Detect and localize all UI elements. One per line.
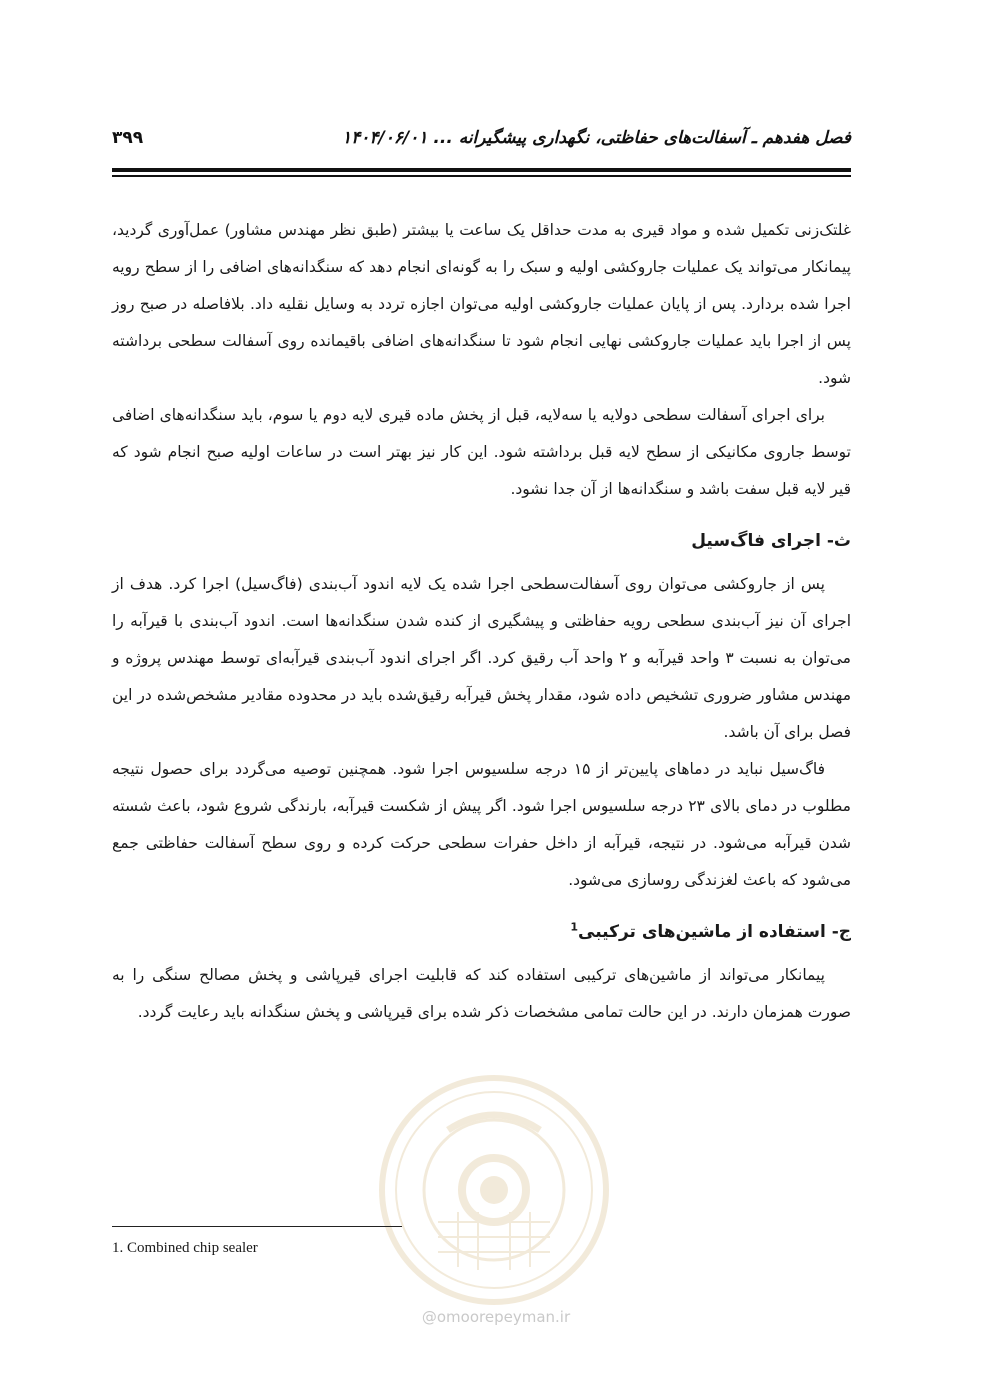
header-rule-thin (112, 175, 851, 177)
watermark-url: @omoorepeyman.ir (421, 1308, 571, 1326)
footnote: 1. Combined chip sealer (112, 1240, 258, 1256)
paragraph: فاگ‌سیل نباید در دماهای پایین‌تر از ۱۵ درجه سلسیوس اجرا شود. همچنین توصیه می‌گردد برای حصول نتیجه مطلوب در دمای بالای ۲۳ درجه سلسیوس اجرا شود. اگر پیش از شکست قیرآبه، بارندگی شروع شود، باعث شسته شدن قیرآبه می‌شود. در نتیجه، قیرآبه از داخل حفرات سطحی حرکت کرده و روی سطح آسفالت حفاظتی جمع می‌شود که باعث لغزندگی روسازی می‌شود. (112, 760, 851, 889)
running-header (112, 128, 851, 160)
footnote-rule (112, 1226, 402, 1227)
paragraph: پیمانکار می‌تواند از ماشین‌های ترکیبی استفاده کند که قابلیت اجرای قیرپاشی و پخش مصالح سنگی را به صورت همزمان دارند. در این حالت تمامی مشخصات ذکر شده برای قیرپاشی و پخش سنگدانه باید رعایت گردد. (112, 966, 851, 1021)
omoorepeyman-logo-icon (378, 1072, 610, 1307)
page-number: ۳۹۹ (112, 128, 144, 148)
section-heading-fog-seal: ث- اجرای فاگ‌سیل (691, 531, 851, 551)
chapter-title: فصل هفدهم ـ آسفالت‌های حفاظتی، نگهداری پیشگیرانه ... ۱۴۰۴/۰۶/۰۱ (342, 128, 851, 148)
footnote-ref: 1 (570, 920, 578, 934)
paragraph: پس از جاروکشی می‌توان روی آسفالت‌سطحی اجرا شده یک لایه اندود آب‌بندی (فاگ‌سیل) اجرا کرد. هدف از اجرای آن نیز آب‌بندی سطحی رویه حفاظتی و پیشگیری از کنده شدن سنگدانه‌ها است. اندود آب‌بندی با قیرآبه را می‌توان به نسبت ۳ واحد قیرآبه و ۲ واحد آب رقیق کرد. اگر اجرای اندود آب‌بندی قیرآبه‌ای توسط مهندس پروژه و مهندس مشاور ضروری تشخیص داده شود، مقدار پخش قیرآبه رقیق‌شده باید در محدوده مقادیر مشخص‌شده در این فصل برای آن باشد. (112, 575, 851, 741)
body-text (112, 212, 851, 1031)
paragraph: برای اجرای آسفالت سطحی دولایه یا سه‌لایه، قبل از پخش ماده قیری لایه دوم یا سوم، باید سنگدانه‌های اضافی توسط جاروی مکانیکی از سطح لایه قبل برداشته شود. این کار نیز بهتر است در ساعات اولیه صبح انجام شود که قیر لایه قبل سفت باشد و سنگدانه‌ها از آن جدا نشود. (112, 406, 851, 498)
header-rule-thick (112, 168, 851, 172)
section-heading-combined-machines: ج- استفاده از ماشین‌های ترکیبی$^1$ (570, 920, 851, 942)
paragraph: غلتک‌زنی تکمیل شده و مواد قیری به مدت حداقل یک ساعت یا بیشتر (طبق نظر مهندس مشاور) عمل‌آوری گردید، پیمانکار می‌تواند یک عملیات جاروکشی اولیه و سبک را به گونه‌ای انجام دهد که سنگدانه‌های اضافی را از سطح رویه اجرا شده بردارد. پس از پایان عملیات جاروکشی اولیه می‌توان اجازه تردد به وسایل نقلیه داد. بلافاصله در صبح روز پس از اجرا باید عملیات جاروکشی نهایی انجام شود تا سنگدانه‌های اضافی باقیمانده روی آسفالت سطحی برداشته شود. (112, 221, 851, 387)
